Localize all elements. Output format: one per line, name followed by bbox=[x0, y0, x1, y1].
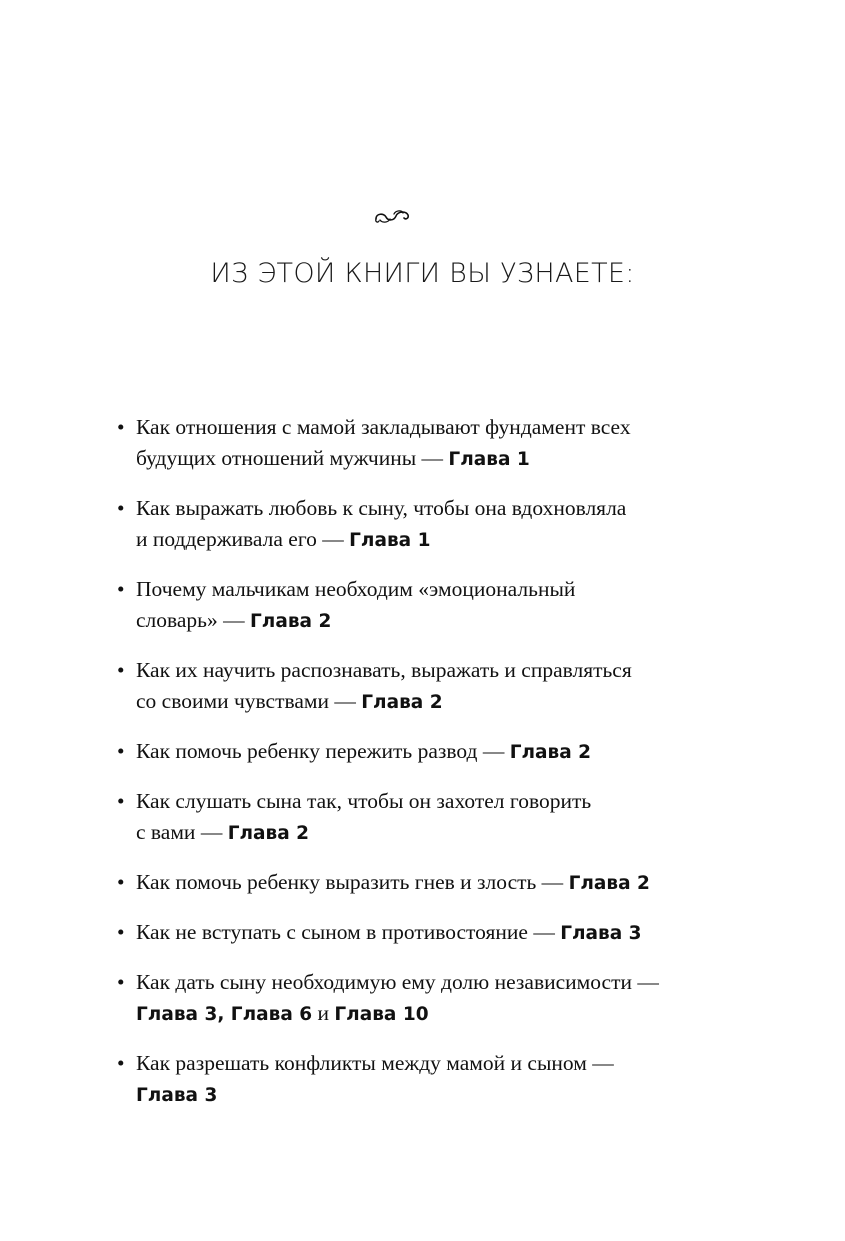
item-text: Как слушать сына так, чтобы он захотел говорить bbox=[136, 789, 592, 813]
item-text: Как не вступать с сыном в противостояние — bbox=[136, 920, 561, 944]
chapter-reference: Глава 2 bbox=[568, 873, 650, 894]
item-line bbox=[136, 867, 757, 899]
item-text: и bbox=[312, 1001, 335, 1025]
item-line bbox=[136, 493, 757, 524]
chapter-reference: Глава 1 bbox=[448, 449, 530, 470]
bullet-icon: • bbox=[117, 415, 125, 439]
item-line bbox=[136, 1079, 757, 1111]
chapter-reference: Глава 10 bbox=[334, 1004, 429, 1025]
item-text: и поддерживала его — bbox=[136, 527, 350, 551]
item-text: Как отношения с мамой закладывают фундамент всех bbox=[136, 415, 631, 439]
chapter-reference: Глава 2 bbox=[227, 823, 310, 844]
item-text: с вами — bbox=[136, 820, 228, 844]
item-text: словарь» — bbox=[136, 608, 250, 632]
page-title: ИЗ ЭТОЙ КНИГИ ВЫ УЗНАЕТЕ: bbox=[210, 258, 635, 289]
item-line bbox=[136, 686, 757, 718]
list-item bbox=[117, 867, 757, 899]
bullet-icon: • bbox=[117, 870, 125, 894]
item-line bbox=[136, 917, 757, 949]
item-text: Как выражать любовь к сыну, чтобы она вдохновляла bbox=[136, 496, 627, 520]
list-item bbox=[117, 736, 757, 768]
item-line bbox=[136, 412, 757, 443]
item-text: Почему мальчикам необходим «эмоциональный bbox=[136, 577, 576, 601]
bullet-icon: • bbox=[117, 920, 125, 944]
bullet-icon: • bbox=[117, 658, 125, 682]
item-line bbox=[136, 524, 757, 556]
item-text: Как разрешать конфликты между мамой и сыном — bbox=[136, 1051, 614, 1075]
chapter-reference: Глава 3 bbox=[136, 1085, 218, 1106]
chapter-reference: Глава 1 bbox=[349, 530, 431, 551]
list-item bbox=[117, 655, 757, 718]
chapter-reference: Глава 2 bbox=[361, 692, 443, 713]
list-item bbox=[117, 1048, 757, 1111]
item-line bbox=[136, 605, 757, 637]
item-text: будущих отношений мужчины — bbox=[136, 446, 449, 470]
chapter-reference: Глава 2 bbox=[509, 742, 592, 763]
item-line bbox=[136, 574, 757, 605]
list-item bbox=[117, 786, 757, 849]
item-line bbox=[136, 967, 757, 998]
bullet-icon: • bbox=[117, 739, 125, 763]
bullet-icon: • bbox=[117, 970, 125, 994]
list-item bbox=[117, 412, 757, 475]
item-text: со своими чувствами — bbox=[136, 689, 362, 713]
item-line bbox=[136, 655, 757, 686]
bullet-icon: • bbox=[117, 1051, 125, 1075]
bullet-icon: • bbox=[117, 577, 125, 601]
item-line bbox=[136, 443, 757, 475]
ornament-flourish-icon bbox=[372, 205, 412, 227]
bullet-icon: • bbox=[117, 496, 125, 520]
item-text: Как помочь ребенку выразить гнев и злость — bbox=[136, 870, 569, 894]
chapter-reference: Глава 3, Глава 6 bbox=[136, 1004, 313, 1025]
item-text: Как дать сыну необходимую ему долю независимости — bbox=[136, 970, 659, 994]
item-line bbox=[136, 1048, 757, 1079]
item-text: Как их научить распознавать, выражать и справляться bbox=[136, 658, 632, 682]
list-item bbox=[117, 574, 757, 637]
bullet-icon: • bbox=[117, 789, 125, 813]
list-item bbox=[117, 917, 757, 949]
item-line bbox=[136, 998, 757, 1030]
chapter-reference: Глава 2 bbox=[250, 611, 332, 632]
topics-list bbox=[117, 412, 757, 1129]
list-item bbox=[117, 967, 757, 1030]
item-line bbox=[136, 786, 757, 817]
item-text: Как помочь ребенку пережить развод — bbox=[136, 739, 510, 763]
item-line bbox=[136, 817, 757, 849]
list-item bbox=[117, 493, 757, 556]
item-line bbox=[136, 736, 757, 768]
chapter-reference: Глава 3 bbox=[560, 923, 642, 944]
